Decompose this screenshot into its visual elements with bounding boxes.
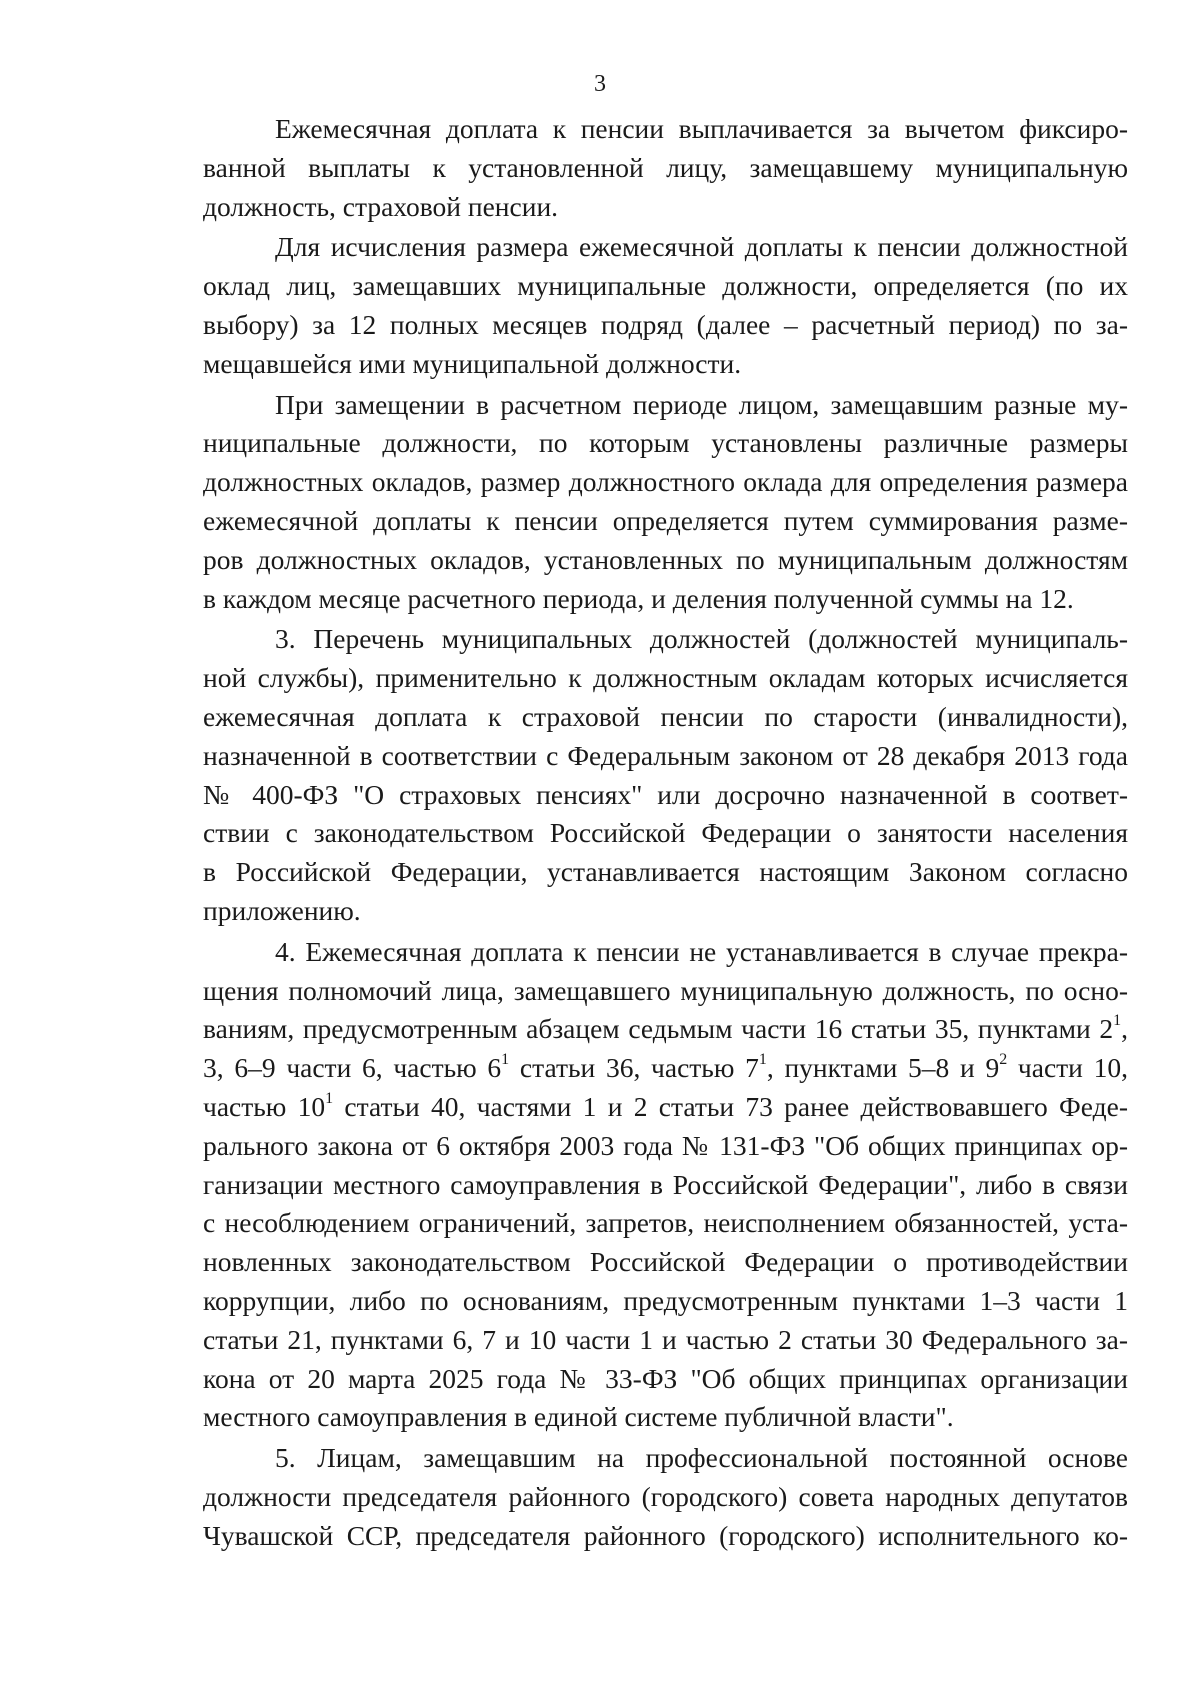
paragraph [203, 110, 1128, 226]
paragraph-line: ров должностных окладов, установленных по муниципальным должностям [203, 543, 1128, 575]
paragraph-line: 4. Ежемесячная доплата к пенсии не устанавливается в случае прекра- [275, 935, 1128, 967]
paragraph-line: Чувашской ССР, председателя районного (городского) исполнительного ко- [203, 1519, 1128, 1551]
superscript: 1 [1113, 1012, 1122, 1030]
paragraph-line: частью $10^1$ статьи 40, частями 1 и 2 статьи 73 ранее действовавшего Феде- [203, 1089, 1128, 1122]
superscript: 1 [758, 1050, 767, 1068]
paragraph-line: 5. Лицам, замещавшим на профессиональной постоянной основе [275, 1442, 1128, 1474]
paragraph-line: ганизации местного самоуправления в Российской Федерации", либо в связи [203, 1168, 1128, 1200]
paragraph-line: ниципальные должности, по которым установлены различные размеры [203, 427, 1128, 459]
paragraph-line: в каждом месяце расчетного периода, и деления полученной суммы на 12. [203, 582, 1074, 614]
paragraph-line: статьи 21, пунктами 6, 7 и 10 части 1 и частью 2 статьи 30 Федерального за- [203, 1323, 1128, 1355]
paragraph-line: коррупции, либо по основаниям, предусмотренным пунктами 1–3 части 1 [203, 1284, 1128, 1316]
paragraph-line: ваниям, предусмотренным абзацем седьмым части 16 статьи 35, пунктами $2^1$, [203, 1012, 1128, 1045]
page-number: 3 [594, 71, 606, 97]
paragraph-line: должностных окладов, размер должностного оклада для определения размера [203, 466, 1128, 498]
paragraph-line: назначенной в соответствии с Федеральным законом от 28 декабря 2013 года [203, 739, 1128, 771]
paragraph [203, 933, 1128, 1437]
superscript: 2 [999, 1050, 1008, 1068]
paragraph-line: 3, 6–9 части 6, частью $6^1$ статьи 36, частью $7^1$, пунктами 5–8 и $9^2$ части 10, [203, 1050, 1128, 1084]
paragraph-line: кона от 20 марта 2025 года № 33-ФЗ "Об общих принципах организации [203, 1362, 1128, 1394]
paragraph-line: приложению. [203, 894, 361, 926]
paragraph-line: выбору) за 12 полных месяцев подряд (далее – расчетный период) по за- [203, 308, 1128, 340]
paragraph [203, 386, 1128, 619]
paragraph-line: местного самоуправления в единой системе публичной власти". [203, 1401, 954, 1433]
paragraph-line: Для исчисления размера ежемесячной доплаты к пенсии должностной [275, 231, 1128, 263]
paragraph-line: ствии с законодательством Российской Федерации о занятости населения [203, 817, 1128, 849]
paragraph-line: должности председателя районного (городского) совета народных депутатов [203, 1480, 1128, 1512]
paragraph-line: с несоблюдением ограничений, запретов, неисполнением обязанностей, уста- [203, 1207, 1128, 1239]
paragraph-line: ванной выплаты к установленной лицу, замещавшему муниципальную [203, 151, 1128, 183]
paragraph-line: ежемесячная доплата к страховой пенсии по старости (инвалидности), [203, 700, 1128, 732]
paragraph-line: Ежемесячная доплата к пенсии выплачивается за вычетом фиксиро- [275, 113, 1128, 144]
paragraph-line: № 400-ФЗ "О страховых пенсиях" или досрочно назначенной в соответ- [203, 778, 1128, 810]
paragraph-line: оклад лиц, замещавших муниципальные должности, определяется (по их [203, 270, 1128, 302]
paragraph-line: ной службы), применительно к должностным окладам которых исчисляется [203, 662, 1128, 694]
paragraph-line: должность, страховой пенсии. [203, 190, 559, 222]
paragraph [203, 228, 1128, 383]
paragraph-line: рального закона от 6 октября 2003 года № 131-ФЗ "Об общих принципах ор- [203, 1129, 1128, 1161]
paragraph-line: 3. Перечень муниципальных должностей (должностей муниципаль- [275, 623, 1128, 655]
paragraph [203, 620, 1128, 930]
paragraph-line: При замещении в расчетном периоде лицом, замещавшим разные му- [275, 388, 1128, 420]
paragraph [203, 1439, 1128, 1555]
paragraph-line: мещавшейся ими муниципальной должности. [203, 347, 742, 379]
superscript: 1 [501, 1050, 510, 1068]
document-body [203, 110, 1128, 1557]
superscript: 1 [325, 1089, 334, 1107]
paragraph-line: ежемесячной доплаты к пенсии определяется путем суммирования разме- [203, 504, 1128, 536]
paragraph-line: новленных законодательством Российской Федерации о противодействии [203, 1246, 1128, 1278]
paragraph-line: в Российской Федерации, устанавливается настоящим Законом согласно [203, 856, 1128, 888]
paragraph-line: щения полномочий лица, замещавшего муниципальную должность, по осно- [203, 974, 1128, 1006]
